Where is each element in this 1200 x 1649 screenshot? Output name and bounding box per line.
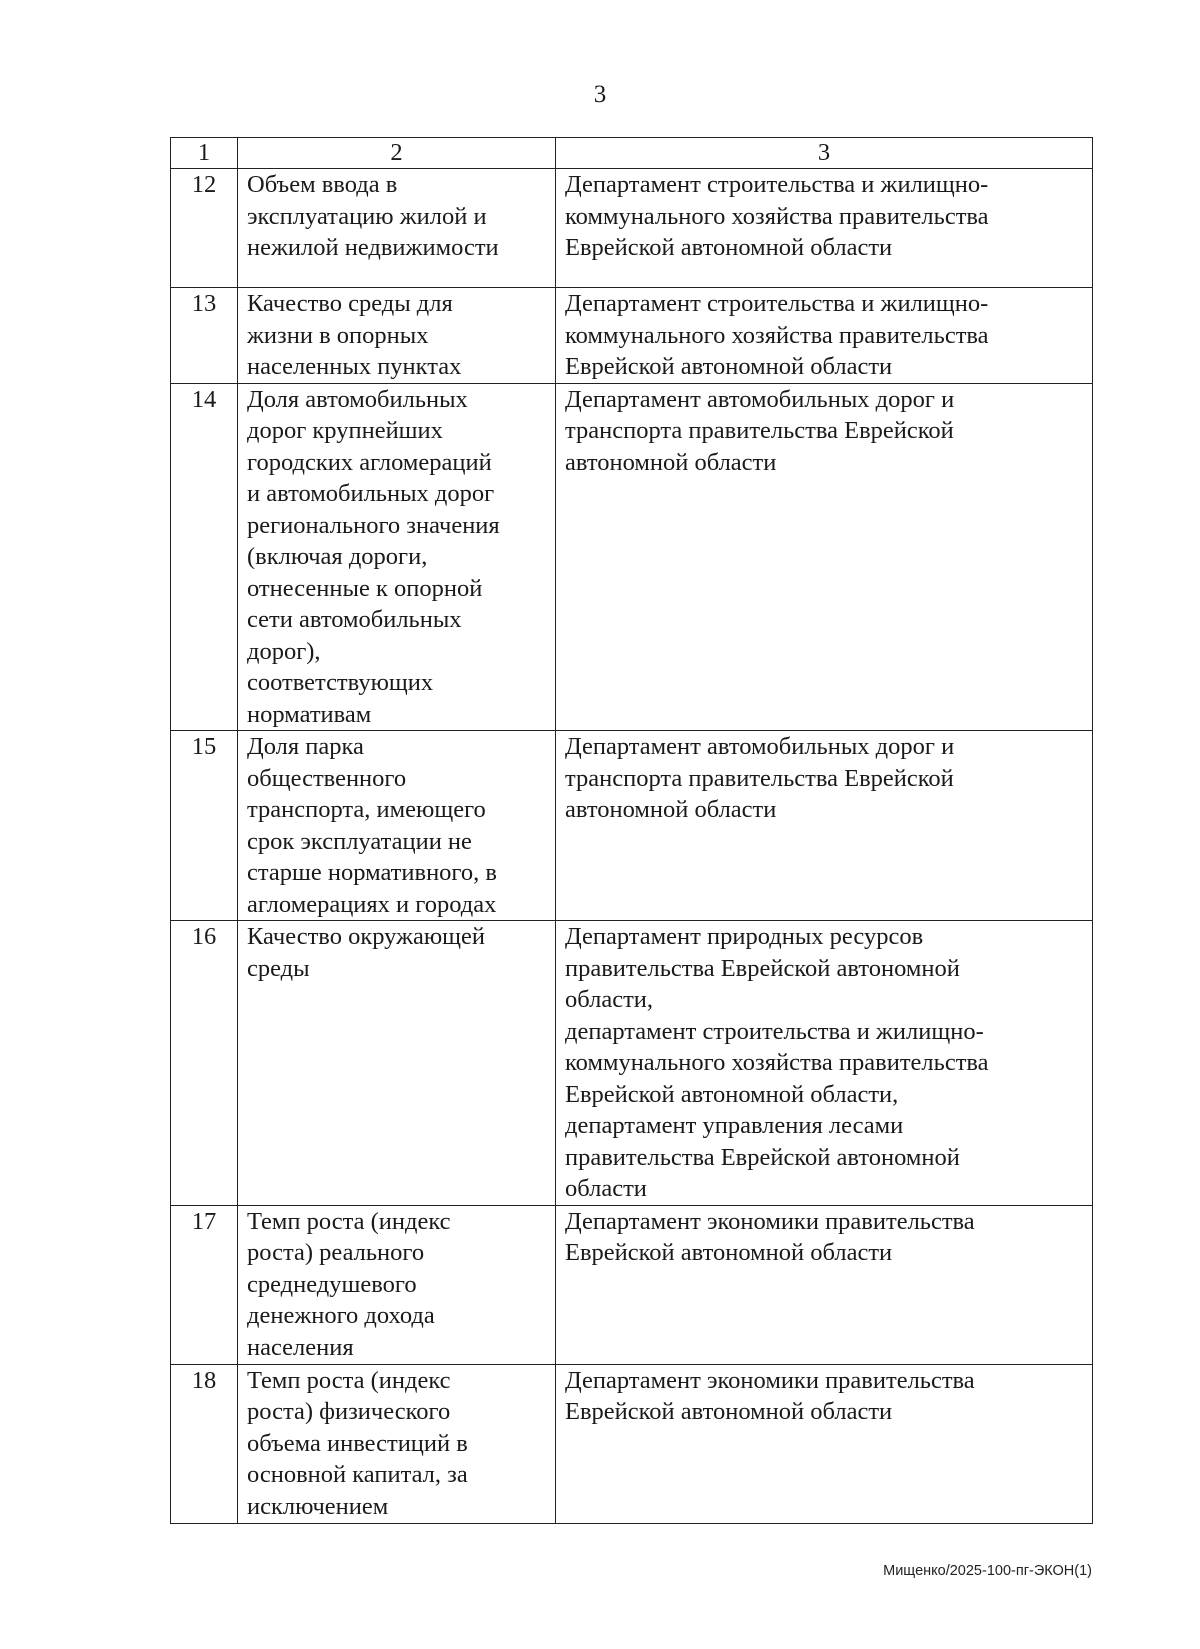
header-cell-2: 2 [238, 138, 556, 169]
row-number: 12 [171, 169, 238, 288]
row-number: 15 [171, 731, 238, 921]
responsible-cell [556, 169, 1093, 288]
table-header-row [171, 138, 1093, 169]
indicator-cell [238, 1205, 556, 1364]
indicator-text: Качество окружающей среды [247, 923, 486, 982]
row-number: 13 [171, 288, 238, 384]
table-row [171, 288, 1093, 384]
page-number: 3 [593, 81, 607, 108]
indicator-cell [238, 169, 556, 288]
table-row [171, 921, 1093, 1206]
indicator-text: Доля парка общественного транспорта, имеющего срок эксплуатации не старше нормативного, в агломерациях и городах [247, 733, 497, 918]
responsible-text: Департамент строительства и жилищно- коммунального хозяйства правительства Еврейской автономной области [565, 171, 989, 261]
header-cell-1: 1 [171, 138, 238, 169]
responsible-cell [556, 1205, 1093, 1364]
indicator-text: Темп роста (индекс роста) физического объема инвестиций в основной капитал, за исключением [247, 1366, 468, 1520]
indicators-table [170, 137, 1093, 1524]
responsible-text: Департамент автомобильных дорог и транспорта правительства Еврейской автономной области [565, 733, 955, 823]
table-row [171, 731, 1093, 921]
indicator-cell [238, 1364, 556, 1523]
responsible-cell [556, 921, 1093, 1206]
row-number: 17 [171, 1205, 238, 1364]
row-number: 18 [171, 1364, 238, 1523]
row-number: 16 [171, 921, 238, 1206]
indicator-text: Качество среды для жизни в опорных населенных пунктах [247, 290, 462, 380]
responsible-cell [556, 1364, 1093, 1523]
table-row [171, 383, 1093, 731]
indicator-text: Темп роста (индекс роста) реального среднедушевого денежного дохода населения [247, 1207, 451, 1361]
indicator-cell [238, 383, 556, 731]
header-cell-3: 3 [556, 138, 1093, 169]
row-number: 14 [171, 383, 238, 731]
responsible-text: Департамент строительства и жилищно- коммунального хозяйства правительства Еврейской автономной области [565, 290, 989, 380]
table-row [171, 169, 1093, 288]
responsible-cell [556, 383, 1093, 731]
indicator-cell [238, 288, 556, 384]
indicator-text: Объем ввода в эксплуатацию жилой и нежилой недвижимости [247, 171, 499, 261]
responsible-text: Департамент природных ресурсов правительства Еврейской автономной области, департамент строительства и жилищно- коммунального хозяйства правительства Еврейской автономной области, департамент управления лесами правительства Еврейской автономной области [565, 923, 989, 1202]
responsible-cell [556, 288, 1093, 384]
indicator-text: Доля автомобильных дорог крупнейших городских агломераций и автомобильных дорог регионального значения (включая дороги, отнесенные к опорной сети автомобильных дорог), соответствующих нормативам [247, 385, 500, 728]
indicator-cell [238, 731, 556, 921]
responsible-text: Департамент экономики правительства Еврейской автономной области [565, 1366, 975, 1425]
table-row [171, 1364, 1093, 1523]
responsible-text: Департамент экономики правительства Еврейской автономной области [565, 1207, 975, 1266]
responsible-cell [556, 731, 1093, 921]
indicator-cell [238, 921, 556, 1206]
responsible-text: Департамент автомобильных дорог и транспорта правительства Еврейской автономной области [565, 385, 955, 476]
document-code: Мищенко/2025-100-пг-ЭКОН(1) [883, 1563, 1092, 1579]
table-row [171, 1205, 1093, 1364]
